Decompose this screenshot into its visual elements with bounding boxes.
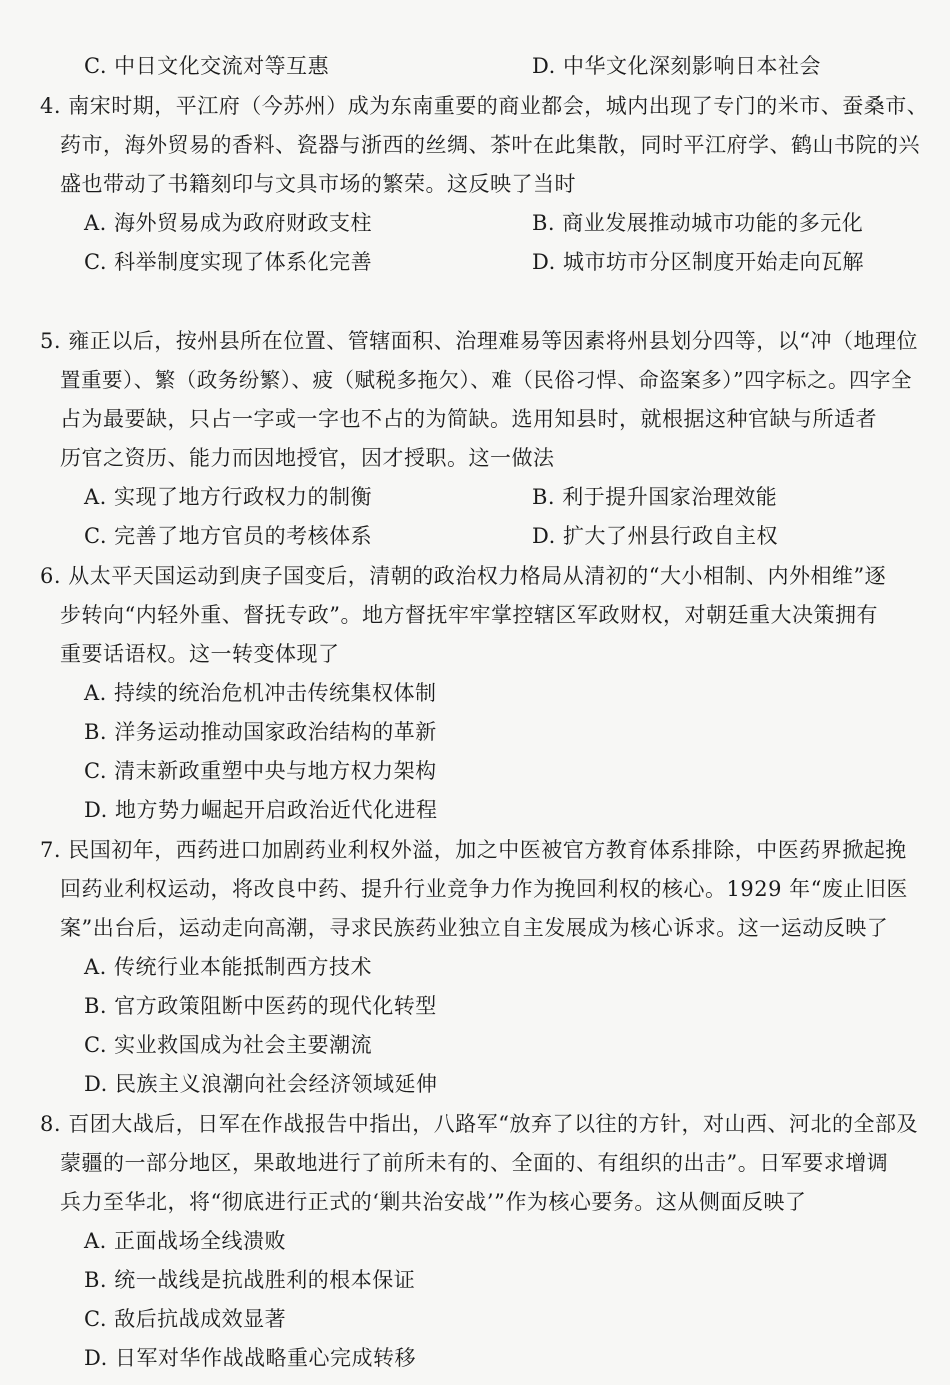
q5-stem-line-3: 占为最要缺，只占一字或一字也不占的为简缺。选用知县时，就根据这种官缺与所适者 [60,407,877,431]
q6-option-d[interactable]: D. 地方势力崛起开启政治近代化进程 [84,798,438,822]
q7-option-d[interactable]: D. 民族主义浪潮向社会经济领域延伸 [84,1072,438,1096]
q4-stem-line-1: 4. 南宋时期，平江府（今苏州）成为东南重要的商业都会，城内出现了专门的米市、蚕桑市、 [40,94,929,118]
q4-stem-line-3: 盛也带动了书籍刻印与文具市场的繁荣。这反映了当时 [60,172,576,196]
q4-option-c[interactable]: C. 科举制度实现了体系化完善 [84,250,373,274]
q5-option-d[interactable]: D. 扩大了州县行政自主权 [532,524,778,548]
q8-option-a[interactable]: A. 正面战场全线溃败 [84,1229,287,1253]
q7-stem-line-2: 回药业利权运动，将改良中药、提升行业竞争力作为挽回利权的核心。1929 年“废止旧医 [60,877,908,901]
q6-option-b[interactable]: B. 洋务运动推动国家政治结构的革新 [84,720,437,744]
q3-option-d[interactable]: D. 中华文化深刻影响日本社会 [532,54,821,78]
q4-stem-line-2: 药市，海外贸易的香料、瓷器与浙西的丝绸、茶叶在此集散，同时平江府学、鹤山书院的兴 [60,133,920,157]
q7-stem-line-1: 7. 民国初年，西药进口加剧药业利权外溢，加之中医被官方教育体系排除，中医药界掀起挽 [40,838,907,862]
q6-option-a[interactable]: A. 持续的统治危机冲击传统集权体制 [84,681,437,705]
q7-option-b[interactable]: B. 官方政策阻断中医药的现代化转型 [84,994,437,1018]
q6-stem-line-1: 6. 从太平天国运动到庚子国变后，清朝的政治权力格局从清初的“大小相制、内外相维”逐 [40,564,887,588]
q3-option-c[interactable]: C. 中日文化交流对等互惠 [84,54,330,78]
q5-stem-line-1: 5. 雍正以后，按州县所在位置、管辖面积、治理难易等因素将州县划分四等，以“冲（地理位 [40,329,918,353]
q4-option-d[interactable]: D. 城市坊市分区制度开始走向瓦解 [532,250,864,274]
q8-stem-line-2: 蒙疆的一部分地区，果敢地进行了前所未有的、全面的、有组织的出击”。日军要求增调 [60,1151,889,1175]
q6-stem-line-3: 重要话语权。这一转变体现了 [60,642,340,666]
q5-stem-line-4: 历官之资历、能力而因地授官，因才授职。这一做法 [60,446,555,470]
q5-stem-line-2: 置重要）、繁（政务纷繁）、疲（赋税多拖欠）、难（民俗刁悍、命盗案多）”四字标之。四字全 [60,368,912,392]
q5-option-c[interactable]: C. 完善了地方官员的考核体系 [84,524,373,548]
q6-option-c[interactable]: C. 清末新政重塑中央与地方权力架构 [84,759,437,783]
q6-stem-line-2: 步转向“内轻外重、督抚专政”。地方督抚牢牢掌控辖区军政财权，对朝廷重大决策拥有 [60,603,878,627]
q4-option-b[interactable]: B. 商业发展推动城市功能的多元化 [532,211,864,235]
q8-stem-line-1: 8. 百团大战后，日军在作战报告中指出，八路军“放弃了以往的方针，对山西、河北的全部及 [40,1112,918,1136]
q4-option-a[interactable]: A. 海外贸易成为政府财政支柱 [84,211,373,235]
q7-option-a[interactable]: A. 传统行业本能抵制西方技术 [84,955,373,979]
q5-option-a[interactable]: A. 实现了地方行政权力的制衡 [84,485,373,509]
q8-option-d[interactable]: D. 日军对华作战战略重心完成转移 [84,1346,416,1370]
q8-stem-line-3: 兵力至华北，将“彻底进行正式的‘剿共治安战’”作为核心要务。这从侧面反映了 [60,1190,807,1214]
q8-option-b[interactable]: B. 统一战线是抗战胜利的根本保证 [84,1268,416,1292]
q5-option-b[interactable]: B. 利于提升国家治理效能 [532,485,778,509]
q7-option-c[interactable]: C. 实业救国成为社会主要潮流 [84,1033,373,1057]
q8-option-c[interactable]: C. 敌后抗战成效显著 [84,1307,287,1331]
q7-stem-line-3: 案”出台后，运动走向高潮，寻求民族药业独立自主发展成为核心诉求。这一运动反映了 [60,916,889,940]
